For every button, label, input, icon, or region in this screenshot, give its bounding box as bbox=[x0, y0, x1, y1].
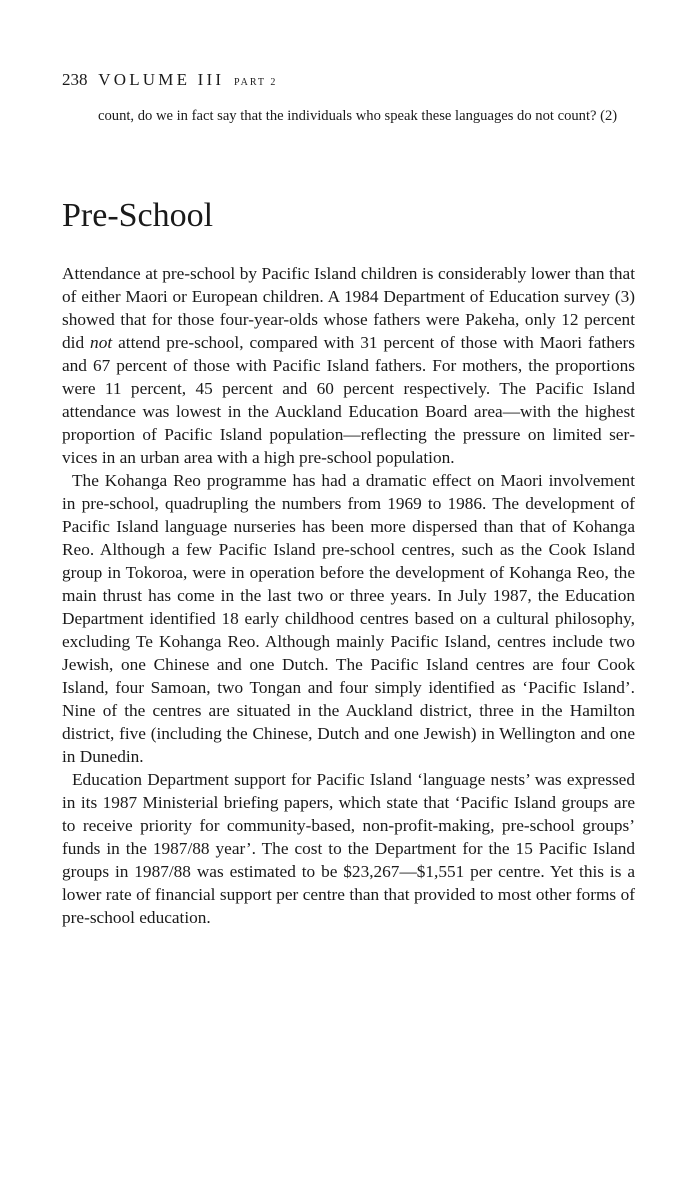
volume-label: VOLUME III bbox=[98, 70, 225, 89]
page-number: 238 bbox=[62, 70, 88, 89]
paragraph-2: The Kohanga Reo programme has had a dramatic effect on Maori involvement in pre-school, quadrupling the numbers from 1969 to 1986. The development of Pacific Island language nurseries has been more dispersed than that of Kohanga Reo. Although a few Pacific Island pre-school centres, such as the Cook Island group in Tokoroa, were in operation before the development of Kohanga Reo, the main thrust has come in the last two or three years. In July 1987, the Education Department identified 18 early childhood centres based on a cultural philosophy, excluding Te Kohanga Reo. Although mainly Pacific Island, centres include two Jewish, one Chinese and one Dutch. The Pacific Island centres are four Cook Island, four Samoan, two Tongan and four simply identified as ‘Pacific Island’. Nine of the centres are situated in the Auckland district, three in the Hamilton district, five (including the Chinese, Dutch and one Jewish) in Wellington and one in Dunedin. bbox=[62, 471, 635, 766]
paragraph-3: Education Department support for Pacific Island ‘language nests’ was expressed in its 1987 Ministerial briefing papers, which state that ‘Pacific Island groups are to receive priority for community-based, non-profit-making, pre-school groups’ funds in the 1987/88 year’. The cost to the Department for the 15 Pacific Island groups in 1987/88 was estimated to be $23,267—$1,551 per centre. Yet this is a lower rate of financial support per centre than that provided to most other forms of pre-school education. bbox=[62, 770, 635, 927]
paragraph-1 bbox=[62, 262, 635, 469]
paragraph-1-text-a: Attendance at pre-school by Pacific Island children is considerably lower than that of either Maori or European children. A 1984 Department of Education survey (3) showed that for those four-year-olds whose fathers were Pakeha, only 12 percent did bbox=[62, 264, 635, 352]
body-text bbox=[62, 262, 635, 929]
part-label: PART 2 bbox=[233, 77, 278, 88]
section-heading: Pre-School bbox=[62, 197, 214, 234]
running-header bbox=[62, 70, 277, 90]
quote-continuation: count, do we in fact say that the individuals who speak these languages do not count? (2) bbox=[98, 108, 618, 124]
emphasis-not: not bbox=[90, 333, 113, 352]
paragraph-1-text-b: attend pre-school, compared with 31 percent of those with Maori fathers and 67 percent of those with Pacific Island fathers. For mothers, the proportions were 11 percent, 45 percent and 60 percent respectively. The Pacific Island attendance was lowest in the Auckland Education Board area—with the highest proportion of Pacific Island population—reflecting the pressure on limited services in an urban area with a high pre-school population. bbox=[62, 333, 635, 467]
